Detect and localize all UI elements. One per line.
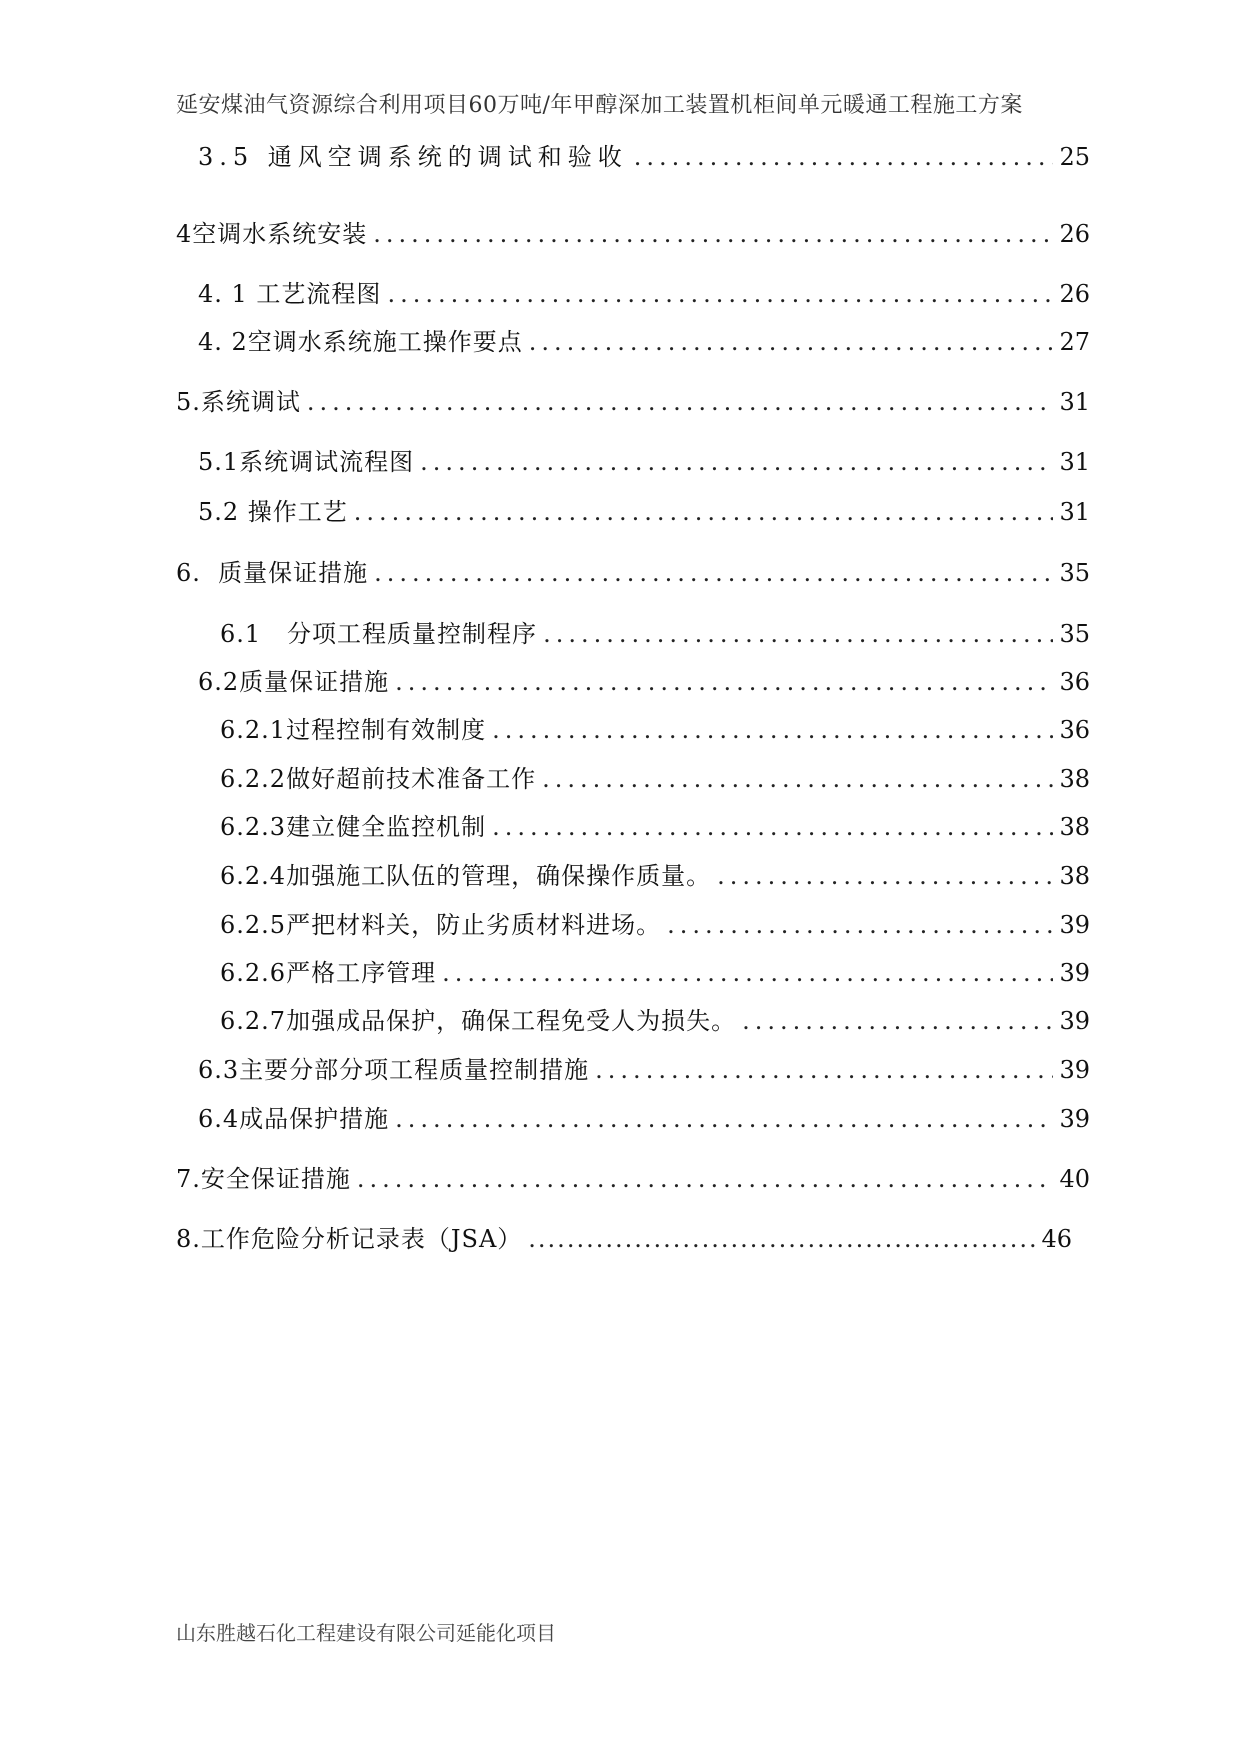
toc-entry: [198, 445, 1090, 479]
toc-entry-title: 6.2质量保证措施: [198, 668, 390, 696]
toc-entry-page: 25: [1059, 143, 1090, 171]
toc-entry: [220, 617, 1090, 651]
toc-entry: [176, 217, 1090, 251]
toc-entry: [176, 1222, 1072, 1256]
toc-entry-page: 35: [1059, 559, 1090, 587]
toc-entry: [198, 665, 1090, 699]
toc-dot-leader: [357, 1162, 1054, 1196]
toc-entry-title: 3.5 通风空调系统的调试和验收: [198, 143, 628, 171]
toc-entry: [198, 140, 1090, 174]
toc-entry-page: 38: [1059, 813, 1090, 841]
toc-entry-title: 6.4成品保护措施: [198, 1105, 390, 1133]
toc-entry-title: 6.2.4加强施工队伍的管理，确保操作质量。: [220, 862, 712, 890]
toc-entry-page: 39: [1059, 959, 1090, 987]
toc-dot-leader: [492, 810, 1053, 844]
toc-entry-title: 6.1 分项工程质量控制程序: [220, 620, 538, 648]
toc-dot-leader: [595, 1053, 1053, 1087]
toc-entry-title: 6.2.1过程控制有效制度: [220, 716, 487, 744]
toc-dot-leader: [634, 140, 1054, 174]
toc-entry-title: 5.系统调试: [176, 388, 301, 416]
toc-entry-page: 31: [1059, 448, 1090, 476]
toc-entry-page: 39: [1059, 1056, 1090, 1084]
toc-entry-page: 31: [1059, 388, 1090, 416]
toc-entry-title: 6.2.3建立健全监控机制: [220, 813, 487, 841]
toc-entry-title: 4. 2空调水系统施工操作要点: [198, 328, 523, 356]
toc-dot-leader: [542, 762, 1053, 796]
toc-entry: [176, 385, 1090, 419]
toc-entry-title: 6.2.7加强成品保护，确保工程免受人为损失。: [220, 1007, 737, 1035]
toc-entry-page: 38: [1059, 765, 1090, 793]
toc-entry-page: 39: [1059, 911, 1090, 939]
toc-dot-leader: [354, 495, 1054, 529]
toc-entry: [220, 859, 1090, 893]
toc-dot-leader: [387, 277, 1053, 311]
toc-entry-title: 6.2.2做好超前技术准备工作: [220, 765, 537, 793]
toc-entry-page: 39: [1059, 1007, 1090, 1035]
toc-entry-page: 35: [1059, 620, 1090, 648]
toc-entry-page: 27: [1059, 328, 1090, 356]
toc-entry-page: 36: [1059, 668, 1090, 696]
toc-dot-leader: [529, 325, 1054, 359]
toc-dot-leader: [395, 665, 1053, 699]
toc-entry-page: 39: [1059, 1105, 1090, 1133]
toc-dot-leader: [307, 385, 1054, 419]
toc-entry: [198, 1102, 1090, 1136]
toc-entry: [220, 810, 1090, 844]
toc-entry-title: 4空调水系统安装: [176, 220, 368, 248]
toc-entry: [220, 1004, 1090, 1038]
page-footer: 山东胜越石化工程建设有限公司延能化项目: [176, 1621, 556, 1645]
toc-dot-leader: [667, 908, 1053, 942]
toc-dot-leader: [717, 859, 1053, 893]
toc-entry-title: 6.2.5严把材料关，防止劣质材料进场。: [220, 911, 662, 939]
toc-dot-leader: [492, 713, 1053, 747]
toc-entry-page: 26: [1059, 280, 1090, 308]
toc-entry-title: 7.安全保证措施: [176, 1165, 351, 1193]
toc-entry: [198, 1053, 1090, 1087]
toc-entry-title: 5.1系统调试流程图: [198, 448, 415, 476]
toc-dot-leader: [543, 617, 1053, 651]
toc-entry-title: 6. 质量保证措施: [176, 559, 369, 587]
toc-entry-title: 6.3主要分部分项工程质量控制措施: [198, 1056, 590, 1084]
toc-entry-page: 46: [1041, 1225, 1072, 1253]
toc-dot-leader: [742, 1004, 1053, 1038]
toc-dot-leader: [373, 217, 1053, 251]
toc-entry: [220, 762, 1090, 796]
toc-entry: [176, 556, 1090, 590]
toc-entry: [220, 908, 1090, 942]
toc-dot-leader: [374, 556, 1053, 590]
toc-entry: [198, 325, 1090, 359]
toc-entry-page: 31: [1059, 498, 1090, 526]
toc-entry-page: 26: [1059, 220, 1090, 248]
toc-entry-page: 36: [1059, 716, 1090, 744]
toc-entry-title: 6.2.6严格工序管理: [220, 959, 437, 987]
page-header: 延安煤油气资源综合利用项目60万吨/年甲醇深加工装置机柜间单元暖通工程施工方案: [176, 93, 1023, 118]
toc-entry: [198, 277, 1090, 311]
toc-entry-title: 8.工作危险分析记录表（JSA）: [176, 1225, 523, 1253]
toc-entry: [176, 1162, 1090, 1196]
toc-entry: [198, 495, 1090, 529]
toc-dot-leader: [442, 956, 1053, 990]
toc-dot-leader: [528, 1222, 1035, 1256]
toc-dot-leader: [420, 445, 1053, 479]
toc-entry-title: 5.2 操作工艺: [198, 498, 348, 526]
toc-entry-page: 38: [1059, 862, 1090, 890]
toc-dot-leader: [395, 1102, 1053, 1136]
toc-entry: [220, 713, 1090, 747]
toc-entry: [220, 956, 1090, 990]
toc-entry-page: 40: [1059, 1165, 1090, 1193]
toc-entry-title: 4. 1 工艺流程图: [198, 280, 382, 308]
